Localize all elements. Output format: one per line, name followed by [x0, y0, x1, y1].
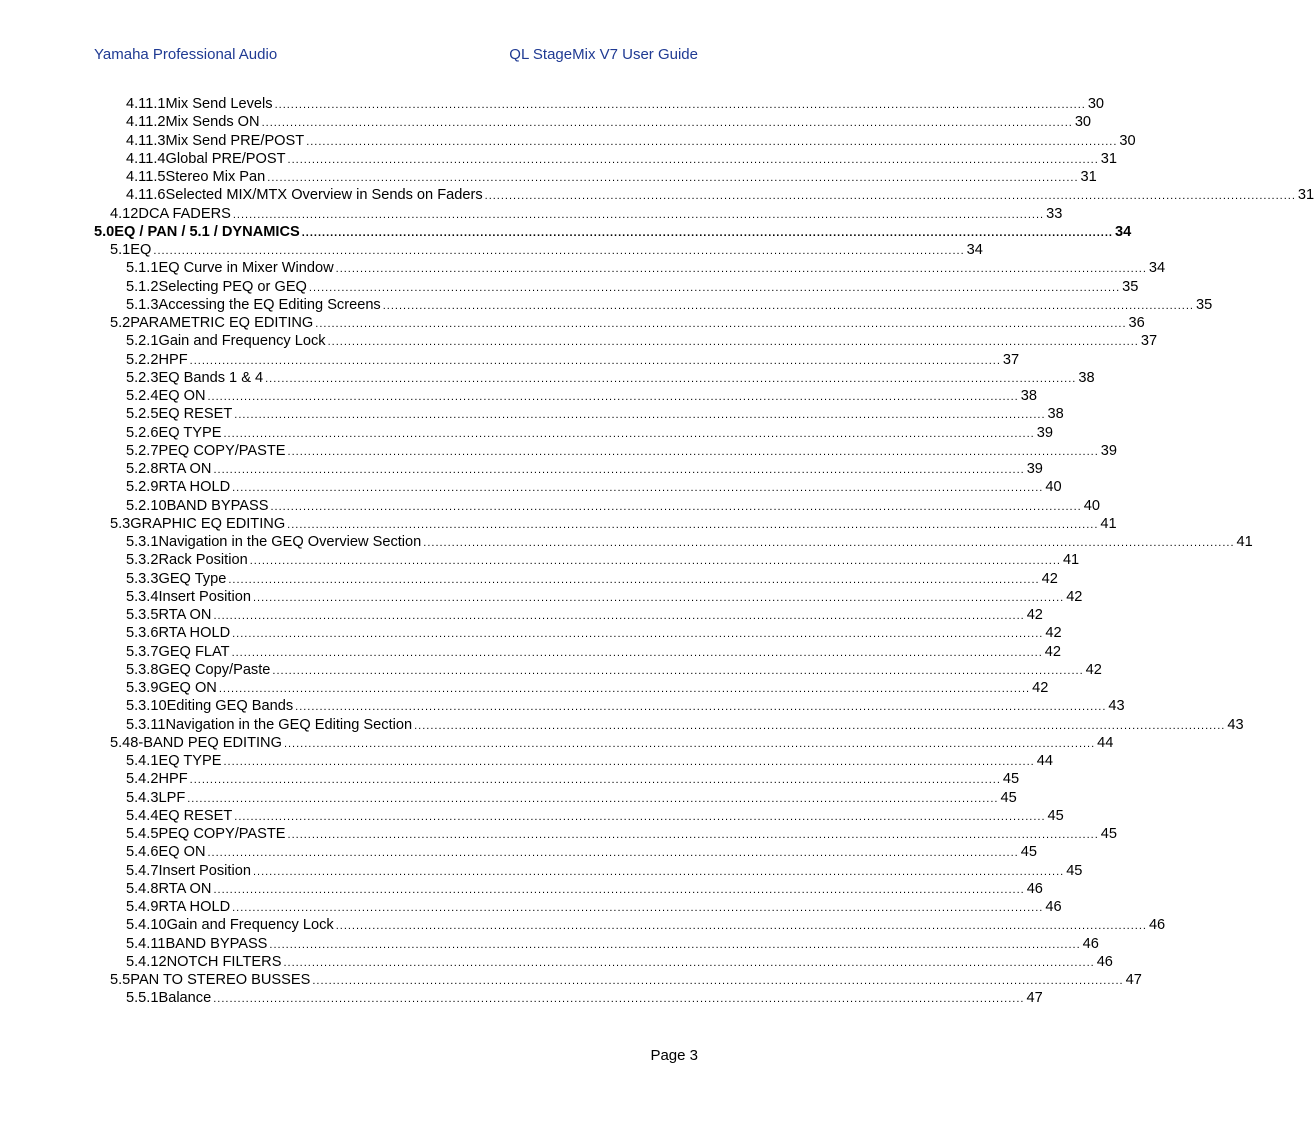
- toc-page-number: 38: [1020, 388, 1037, 404]
- toc-section-title: GEQ FLAT: [158, 643, 230, 660]
- toc-dot-leader: ........................................................................................................................................................................................................: [213, 993, 1025, 1006]
- toc-dot-leader: ........................................................................................................................................................................................................: [234, 409, 1046, 422]
- toc-section-number: 5.2: [110, 315, 131, 331]
- toc-entry[interactable]: [0, 770, 1020, 788]
- toc-entry[interactable]: [0, 862, 1083, 880]
- running-header: [94, 46, 698, 68]
- toc-section-number: 5.3.5: [126, 607, 159, 623]
- toc-section-title: RTA HOLD: [158, 479, 231, 496]
- toc-section-title: Rack Position: [158, 552, 248, 569]
- toc-section-number: 4.11.4: [126, 150, 166, 167]
- toc-section-title: EQ TYPE: [158, 753, 222, 769]
- toc-entry[interactable]: [0, 916, 1166, 934]
- toc-page-number: 36: [1128, 315, 1145, 331]
- toc-entry[interactable]: [0, 734, 1114, 752]
- toc-dot-leader: ........................................................................................................................................................................................................: [335, 263, 1147, 276]
- toc-dot-leader: ........................................................................................................................................................................................................: [231, 646, 1043, 659]
- toc-dot-leader: ........................................................................................................................................................................................................: [189, 774, 1001, 787]
- toc-page-number: 41: [1062, 552, 1080, 569]
- toc-section-number: 5.4.11: [126, 935, 166, 952]
- toc-dot-leader: ........................................................................................................................................................................................................: [252, 865, 1065, 878]
- toc-section-number: 5.5: [110, 972, 131, 988]
- toc-section-number: 5.5.1: [126, 990, 159, 1007]
- toc-section-title: Accessing the EQ Editing Screens: [158, 296, 381, 313]
- toc-section-title: EQ RESET: [158, 807, 233, 824]
- toc-page-number: 37: [1002, 351, 1020, 368]
- toc-page-number: 30: [1087, 96, 1105, 112]
- toc-dot-leader: ........................................................................................................................................................................................................: [269, 938, 1081, 951]
- toc-dot-leader: ........................................................................................................................................................................................................: [414, 719, 1226, 732]
- toc-page-number: 42: [1044, 643, 1062, 660]
- toc-section-title: Mix Sends ON: [165, 114, 260, 131]
- toc-section-title: GEQ Type: [158, 570, 227, 587]
- toc-page-number: 45: [1000, 789, 1017, 806]
- toc-entry[interactable]: [0, 789, 1017, 807]
- toc-dot-leader: ........................................................................................................................................................................................................: [274, 99, 1086, 111]
- toc-section-title: Gain and Frequency Lock: [158, 333, 326, 350]
- toc-entry[interactable]: [0, 296, 1213, 314]
- toc-section-title: PAN TO STEREO BUSSES: [130, 972, 311, 988]
- toc-section-number: 5.4.6: [126, 844, 159, 861]
- toc-dot-leader: ........................................................................................................................................................................................................: [287, 518, 1099, 531]
- toc-section-number: 5.3.9: [126, 680, 159, 696]
- toc-dot-leader: ........................................................................................................................................................................................................: [234, 810, 1046, 823]
- header-document-title: QL StageMix V7 User Guide: [509, 46, 698, 63]
- toc-section-number: 5.3.11: [126, 716, 166, 733]
- toc-section-title: EQ Curve in Mixer Window: [158, 260, 334, 277]
- toc-section-title: EQ RESET: [158, 406, 233, 423]
- toc-section-number: 5.4.3: [126, 789, 159, 806]
- toc-page-number: 43: [1227, 716, 1244, 733]
- toc-entry[interactable]: [0, 132, 1136, 150]
- toc-page-number: 39: [1026, 461, 1043, 477]
- toc-dot-leader: ........................................................................................................................................................................................................: [252, 591, 1065, 604]
- toc-section-number: 5.2.7: [126, 442, 159, 459]
- toc-section-title: BAND BYPASS: [165, 935, 268, 952]
- toc-dot-leader: ........................................................................................................................................................................................................: [295, 701, 1107, 714]
- toc-page-number: 39: [1036, 424, 1053, 441]
- toc-entry[interactable]: [0, 95, 1105, 113]
- toc-dot-leader: ........................................................................................................................................................................................................: [223, 427, 1035, 440]
- toc-section-number: 5.3.7: [126, 643, 159, 660]
- toc-section-number: 5.2.9: [126, 479, 159, 496]
- toc-entry[interactable]: [0, 259, 1166, 277]
- toc-entry[interactable]: [0, 843, 1037, 861]
- toc-page-number: 42: [1041, 570, 1058, 587]
- toc-section-title: Navigation in the GEQ Editing Section: [165, 716, 413, 733]
- toc-dot-leader: ........................................................................................................................................................................................................: [315, 318, 1127, 330]
- toc-section-number: 5.2.6: [126, 424, 159, 441]
- toc-page-number: 35: [1122, 278, 1139, 295]
- toc-section-number: 5.4.9: [126, 899, 159, 915]
- toc-page-number: 45: [1047, 807, 1064, 824]
- toc-dot-leader: ........................................................................................................................................................................................................: [213, 883, 1025, 896]
- toc-section-number: 5.2.4: [126, 388, 159, 404]
- toc-entry[interactable]: [0, 551, 1080, 569]
- toc-entry[interactable]: [0, 223, 1132, 241]
- toc-entry[interactable]: [0, 478, 1062, 496]
- toc-dot-leader: ........................................................................................................................................................................................................: [335, 920, 1147, 933]
- toc-page-number: 37: [1140, 333, 1158, 350]
- toc-page-number: 46: [1045, 899, 1062, 915]
- toc-entry[interactable]: [0, 989, 1043, 1007]
- toc-entry[interactable]: [0, 442, 1117, 460]
- toc-section-title: Editing GEQ Bands: [166, 698, 294, 715]
- toc-section-number: 5.3.10: [126, 698, 167, 715]
- toc-page-number: 42: [1045, 625, 1062, 642]
- toc-section-number: 5.1.2: [126, 278, 159, 295]
- toc-section-number: 5.4.10: [126, 917, 167, 934]
- toc-page-number: 44: [1036, 753, 1053, 769]
- toc-section-title: EQ TYPE: [158, 424, 222, 441]
- toc-dot-leader: ........................................................................................................................................................................................................: [223, 756, 1035, 768]
- toc-section-title: GEQ Copy/Paste: [158, 661, 271, 678]
- toc-entry[interactable]: [0, 205, 1063, 223]
- toc-section-number: 5.4.2: [126, 771, 159, 788]
- toc-page-number: 42: [1026, 607, 1043, 623]
- toc-entry[interactable]: [0, 369, 1095, 387]
- toc-page-number: 45: [1100, 826, 1117, 842]
- toc-entry[interactable]: [0, 880, 1043, 898]
- toc-section-number: 5.2.10: [126, 497, 167, 514]
- toc-dot-leader: ........................................................................................................................................................................................................: [265, 372, 1077, 385]
- toc-section-title: Balance: [158, 990, 212, 1007]
- header-publisher: Yamaha Professional Audio: [94, 46, 278, 63]
- toc-entry[interactable]: [0, 278, 1139, 296]
- toc-section-number: 5.3.2: [126, 552, 159, 569]
- toc-entry[interactable]: [0, 351, 1020, 369]
- toc-page-number: 41: [1100, 515, 1117, 532]
- toc-entry[interactable]: [0, 935, 1099, 953]
- toc-page-number: 43: [1108, 698, 1125, 715]
- toc-section-title: Insert Position: [158, 588, 251, 605]
- toc-entry[interactable]: [0, 168, 1097, 186]
- toc-dot-leader: ........................................................................................................................................................................................................: [308, 281, 1121, 294]
- toc-page-number: 33: [1046, 205, 1063, 222]
- toc-section-title: 8-BAND PEQ EDITING: [130, 734, 282, 751]
- toc-section-title: GEQ ON: [158, 680, 217, 696]
- toc-section-number: 5.4: [110, 734, 131, 751]
- toc-section-number: 5.1.3: [126, 296, 159, 313]
- toc-page-number: 46: [1082, 935, 1099, 952]
- toc-section-title: Selecting PEQ or GEQ: [158, 278, 307, 295]
- toc-entry[interactable]: [0, 624, 1062, 642]
- toc-entry[interactable]: [0, 332, 1158, 350]
- toc-entry[interactable]: [0, 186, 1314, 204]
- toc-dot-leader: ........................................................................................................................................................................................................: [189, 354, 1001, 367]
- toc-dot-leader: ........................................................................................................................................................................................................: [213, 610, 1025, 622]
- toc-entry[interactable]: [0, 515, 1117, 533]
- toc-section-title: Mix Send Levels: [165, 96, 273, 112]
- toc-section-number: 5.3.1: [126, 534, 159, 550]
- toc-dot-leader: ........................................................................................................................................................................................................: [270, 500, 1082, 513]
- toc-section-title: PEQ COPY/PASTE: [158, 442, 286, 459]
- toc-entry[interactable]: [0, 588, 1083, 606]
- toc-dot-leader: ........................................................................................................................................................................................................: [306, 135, 1118, 148]
- toc-section-number: 5.4.12: [126, 953, 167, 970]
- toc-section-number: 5.2.8: [126, 461, 159, 477]
- toc-dot-leader: ........................................................................................................................................................................................................: [301, 226, 1113, 239]
- toc-entry[interactable]: [0, 898, 1062, 916]
- toc-page-number: 30: [1074, 114, 1092, 131]
- toc-page-number: 42: [1085, 661, 1102, 678]
- toc-section-number: 5.4.5: [126, 826, 159, 842]
- toc-section-title: HPF: [158, 771, 188, 788]
- toc-section-number: 5.2.1: [126, 333, 159, 350]
- toc-dot-leader: ........................................................................................................................................................................................................: [287, 829, 1099, 841]
- toc-entry[interactable]: [0, 570, 1058, 588]
- toc-section-title: GRAPHIC EQ EDITING: [130, 515, 286, 532]
- toc-entry[interactable]: [0, 643, 1062, 661]
- page-number: Page 3: [650, 1047, 698, 1064]
- toc-page-number: 40: [1045, 479, 1062, 496]
- toc-dot-leader: ........................................................................................................................................................................................................: [232, 902, 1044, 914]
- toc-section-title: RTA ON: [158, 607, 212, 623]
- toc-section-title: Mix Send PRE/POST: [165, 132, 305, 149]
- toc-section-title: EQ Bands 1 & 4: [158, 369, 264, 386]
- toc-entry[interactable]: [0, 697, 1125, 715]
- toc-page-number: 45: [1002, 771, 1020, 788]
- toc-page-number: 34: [1114, 223, 1132, 240]
- toc-dot-leader: ........................................................................................................................................................................................................: [261, 117, 1073, 130]
- toc-section-number: 5.3.8: [126, 661, 159, 678]
- toc-dot-leader: ........................................................................................................................................................................................................: [187, 792, 999, 805]
- toc-page-number: 46: [1148, 917, 1166, 934]
- toc-section-title: LPF: [158, 789, 186, 806]
- toc-section-title: BAND BYPASS: [166, 497, 269, 514]
- toc-section-number: 5.0: [94, 223, 115, 240]
- toc-entry[interactable]: [0, 424, 1053, 442]
- toc-section-number: 4.11.3: [126, 132, 166, 149]
- toc-entry[interactable]: [0, 807, 1064, 825]
- toc-dot-leader: ........................................................................................................................................................................................................: [283, 956, 1095, 969]
- toc-section-title: Selected MIX/MTX Overview in Sends on Faders: [165, 187, 483, 204]
- toc-dot-leader: ........................................................................................................................................................................................................: [207, 391, 1019, 403]
- toc-dot-leader: ........................................................................................................................................................................................................: [327, 336, 1139, 349]
- toc-dot-leader: ........................................................................................................................................................................................................: [232, 628, 1044, 641]
- toc-page-number: 31: [1100, 150, 1118, 167]
- toc-section-number: 5.3.6: [126, 625, 159, 642]
- toc-dot-leader: ........................................................................................................................................................................................................: [312, 975, 1124, 987]
- toc-page-number: 39: [1100, 442, 1117, 459]
- toc-dot-leader: ........................................................................................................................................................................................................: [423, 537, 1235, 549]
- toc-section-title: Navigation in the GEQ Overview Section: [158, 534, 422, 550]
- toc-page-number: 41: [1236, 534, 1253, 550]
- toc-entry[interactable]: [0, 716, 1244, 734]
- toc-entry[interactable]: [0, 460, 1043, 478]
- toc-page-number: 46: [1026, 880, 1043, 897]
- toc-section-number: 4.11.2: [126, 114, 166, 131]
- toc-page-number: 47: [1026, 990, 1043, 1007]
- toc-dot-leader: ........................................................................................................................................................................................................: [232, 482, 1044, 495]
- toc-section-number: 4.11.6: [126, 187, 166, 204]
- toc-section-title: EQ ON: [158, 388, 206, 404]
- toc-page-number: 45: [1066, 862, 1083, 879]
- toc-section-number: 4.11.1: [126, 96, 166, 112]
- toc-section-number: 4.12: [110, 205, 139, 222]
- toc-dot-leader: ........................................................................................................................................................................................................: [153, 245, 965, 257]
- toc-dot-leader: ........................................................................................................................................................................................................: [287, 445, 1099, 458]
- toc-section-number: 5.4.7: [126, 862, 159, 879]
- toc-section-number: 5.3.4: [126, 588, 159, 605]
- toc-section-number: 5.1: [110, 242, 131, 258]
- toc-dot-leader: ........................................................................................................................................................................................................: [249, 555, 1061, 568]
- toc-entry[interactable]: [0, 661, 1102, 679]
- toc-section-title: Global PRE/POST: [165, 150, 286, 167]
- toc-section-number: 5.3.3: [126, 570, 159, 587]
- toc-section-number: 5.1.1: [126, 260, 159, 277]
- toc-section-title: NOTCH FILTERS: [166, 953, 282, 970]
- toc-section-title: EQ ON: [158, 844, 206, 861]
- toc-section-title: RTA ON: [158, 880, 212, 897]
- toc-entry[interactable]: [0, 387, 1037, 405]
- toc-dot-leader: ........................................................................................................................................................................................................: [382, 299, 1194, 312]
- toc-dot-leader: ........................................................................................................................................................................................................: [218, 683, 1031, 695]
- toc-entry[interactable]: [0, 533, 1253, 551]
- toc-entry[interactable]: [0, 953, 1113, 971]
- toc-page-number: 34: [966, 242, 983, 258]
- toc-section-title: Insert Position: [158, 862, 251, 879]
- toc-page-number: 44: [1097, 734, 1114, 751]
- toc-page-number: 38: [1047, 406, 1064, 423]
- toc-entry[interactable]: [0, 150, 1118, 168]
- toc-section-number: 5.4.8: [126, 880, 159, 897]
- toc-section-number: 5.3: [110, 515, 131, 532]
- toc-dot-leader: ........................................................................................................................................................................................................: [232, 208, 1045, 221]
- toc-section-number: 5.4.4: [126, 807, 159, 824]
- toc-dot-leader: ........................................................................................................................................................................................................: [272, 664, 1084, 677]
- toc-page-number: 45: [1020, 844, 1037, 861]
- toc-section-title: Stereo Mix Pan: [165, 169, 266, 185]
- toc-page-number: 30: [1119, 132, 1136, 149]
- toc-entry[interactable]: [0, 752, 1053, 770]
- toc-page-number: 34: [1148, 260, 1166, 277]
- toc-dot-leader: ........................................................................................................................................................................................................: [484, 190, 1296, 203]
- toc-page-number: 42: [1066, 588, 1083, 605]
- toc-page-number: 31: [1080, 169, 1097, 185]
- toc-dot-leader: ........................................................................................................................................................................................................: [283, 737, 1096, 750]
- toc-page-number: 38: [1078, 369, 1095, 386]
- toc-entry[interactable]: [0, 314, 1145, 332]
- toc-section-title: HPF: [158, 351, 188, 368]
- toc-section-title: RTA HOLD: [158, 899, 231, 915]
- toc-section-title: EQ / PAN / 5.1 / DYNAMICS: [114, 223, 300, 240]
- toc-entry[interactable]: [0, 971, 1142, 989]
- toc-section-number: 4.11.5: [126, 169, 166, 185]
- toc-entry[interactable]: [0, 606, 1043, 624]
- toc-section-title: RTA ON: [158, 461, 212, 477]
- toc-entry[interactable]: [0, 113, 1092, 131]
- toc-dot-leader: ........................................................................................................................................................................................................: [287, 153, 1099, 166]
- toc-dot-leader: ........................................................................................................................................................................................................: [267, 172, 1079, 184]
- toc-page-number: 35: [1195, 296, 1213, 313]
- toc-dot-leader: ........................................................................................................................................................................................................: [207, 847, 1019, 860]
- toc-section-number: 5.4.1: [126, 753, 159, 769]
- toc-section-number: 5.2.2: [126, 351, 159, 368]
- toc-section-title: EQ: [130, 242, 152, 258]
- toc-page-number: 42: [1032, 680, 1049, 696]
- toc-section-title: PEQ COPY/PASTE: [158, 826, 286, 842]
- toc-section-title: PARAMETRIC EQ EDITING: [130, 315, 314, 331]
- toc-page-number: 46: [1096, 953, 1113, 970]
- toc-page-number: 31: [1297, 187, 1314, 204]
- toc-dot-leader: ........................................................................................................................................................................................................: [213, 464, 1025, 476]
- toc-section-title: DCA FADERS: [138, 205, 231, 222]
- toc-entry[interactable]: [0, 497, 1100, 515]
- toc-page-number: 40: [1083, 497, 1100, 514]
- toc-entry[interactable]: [0, 825, 1117, 843]
- toc-entry[interactable]: [0, 241, 983, 259]
- toc-section-number: 5.2.3: [126, 369, 159, 386]
- toc-entry[interactable]: [0, 679, 1049, 697]
- toc-entry[interactable]: [0, 405, 1064, 423]
- toc-page-number: 47: [1125, 972, 1142, 988]
- toc-section-title: Gain and Frequency Lock: [166, 917, 334, 934]
- toc-section-number: 5.2.5: [126, 406, 159, 423]
- toc-section-title: RTA HOLD: [158, 625, 231, 642]
- toc-dot-leader: ........................................................................................................................................................................................................: [228, 573, 1040, 586]
